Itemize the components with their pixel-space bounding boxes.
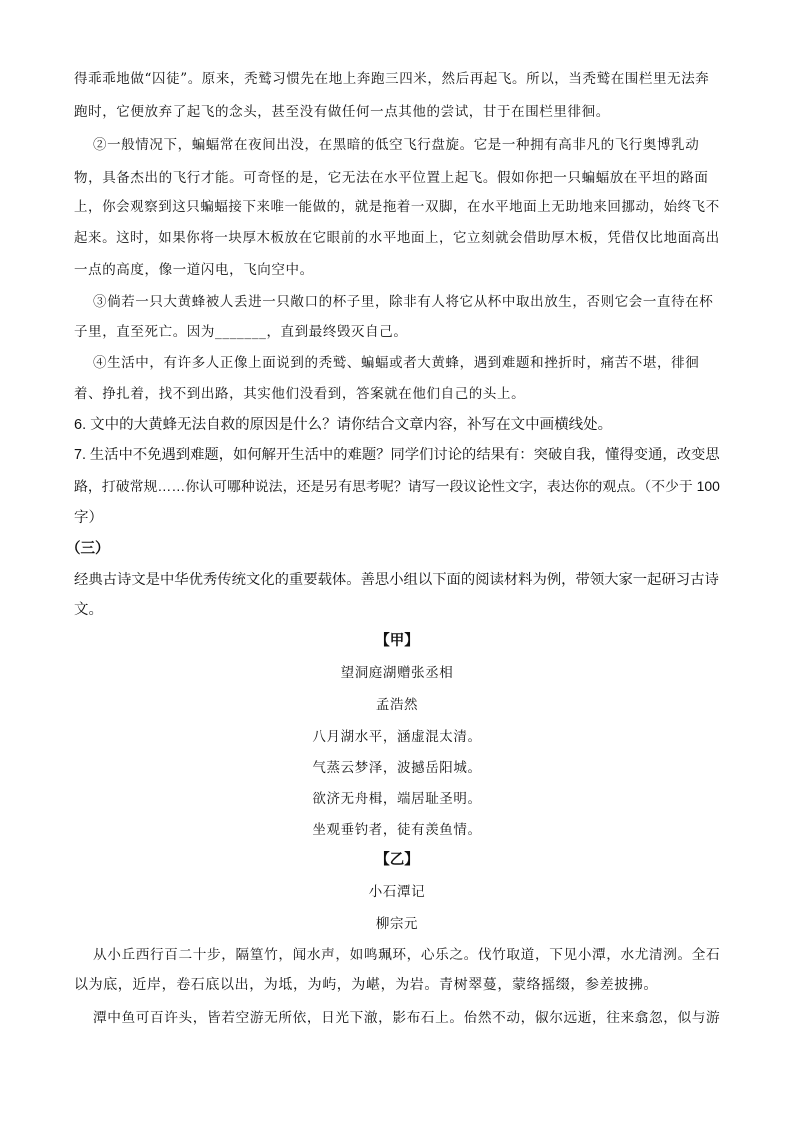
jia-poem-line-1: 八月湖水平，涵虚混太清。: [312, 729, 482, 745]
question-7-line-2: 路，打破常规……你认可哪种说法，还是另有思考呢？请写一段议论性文字，表达你的观点。（不少于 100: [74, 478, 720, 494]
section-3-intro-line-1: 经典古诗文是中华优秀传统文化的重要载体。善思小组以下面的阅读材料为例，带领大家一起研习古诗: [74, 572, 719, 588]
yi-p1-line-1: 从小丘西行百二十步，隔篁竹，闻水声，如鸣珮环，心乐之。伐竹取道，下见小潭，水尤清洌。全石: [93, 947, 721, 963]
jia-poem-line-3: 欲济无舟楫，端居耻圣明。: [312, 791, 482, 807]
yi-label: 【乙】: [375, 852, 419, 868]
passage-p2-line-5: 一点的高度，像一道闪电，飞向空中。: [74, 262, 314, 278]
passage-p2-line-2: 物，具备杰出的飞行才能。可奇怪的是，它无法在水平位置上起飞。假如你把一只蝙蝠放在平坦的路面: [74, 170, 709, 186]
passage-p1-line-2: 跑时，它便放弃了起飞的念头，甚至没有做任何一点其他的尝试，甘于在围栏里徘徊。: [74, 104, 610, 120]
passage-p3-line-1: ③倘若一只大黄蜂被人丢进一只敞口的杯子里，除非有人将它从杯中取出放生，否则它会一直待在杯: [93, 294, 714, 310]
passage-p2-line-3: 上，你会观察到这只蝙蝠接下来唯一能做的，就是拖着一双脚，在水平地面上无助地来回挪动，始终飞不: [74, 200, 720, 215]
yi-p1-line-2: 以为底，近岸，卷石底以出，为坻，为屿，为嵁，为岩。青树翠蔓，蒙络摇缀，参差披拂。: [74, 977, 658, 993]
passage-p4-line-2: 着、挣扎着，找不到出路，其实他们没看到，答案就在他们自己的头上。: [74, 386, 526, 402]
jia-label: 【甲】: [375, 633, 419, 649]
yi-p2-line-1: 潭中鱼可百许头，皆若空游无所依，日光下澈，影布石上。佁然不动，俶尔远逝，往来翕忽，似与游: [93, 1010, 721, 1026]
passage-p4-line-1: ④生活中，有许多人正像上面说到的秃鹫、蝙蝠或者大黄蜂，遇到难题和挫折时，痛苦不堪，徘徊: [93, 355, 700, 371]
passage-p2-line-1: ②一般情况下，蝙蝠常在夜间出没，在黑暗的低空飞行盘旋。它是一种拥有高非凡的飞行奥博乳动: [93, 137, 700, 153]
section-3-heading: （三）: [66, 541, 110, 557]
passage-p1-line-1: 得乖乖地做“囚徒”。原来，秃鹫习惯先在地上奔跑三四米，然后再起飞。所以，当秃鹫在围栏里无法奔: [74, 71, 710, 87]
question-6: 6. 文中的大黄蜂无法自救的原因是什么？请你结合文章内容，补写在文中画横线处。: [74, 417, 613, 433]
section-3-intro-line-2: 文。: [74, 602, 103, 618]
passage-p2-line-4: 起来。这时，如果你将一块厚木板放在它眼前的水平地面上，它立刻就会借助厚木板，凭借仅比地面高出: [74, 231, 720, 246]
jia-poem-author: 孟浩然: [375, 697, 419, 713]
yi-essay-author: 柳宗元: [375, 916, 419, 932]
jia-poem-line-2: 气蒸云梦泽，波撼岳阳城。: [312, 760, 482, 776]
yi-essay-title: 小石潭记: [368, 884, 426, 900]
question-7-line-1: 7. 生活中不免遇到难题，如何解开生活中的难题？同学们讨论的结果有：突破自我，懂得变通，改变思: [74, 447, 720, 463]
question-7-line-3: 字）: [74, 510, 103, 526]
passage-p3-line-2: 子里，直至死亡。因为_______，直到最终毁灭自己。: [74, 324, 408, 340]
jia-poem-line-4: 坐观垂钓者，徒有羡鱼情。: [312, 822, 482, 838]
jia-poem-title: 望洞庭湖赠张丞相: [340, 665, 454, 681]
